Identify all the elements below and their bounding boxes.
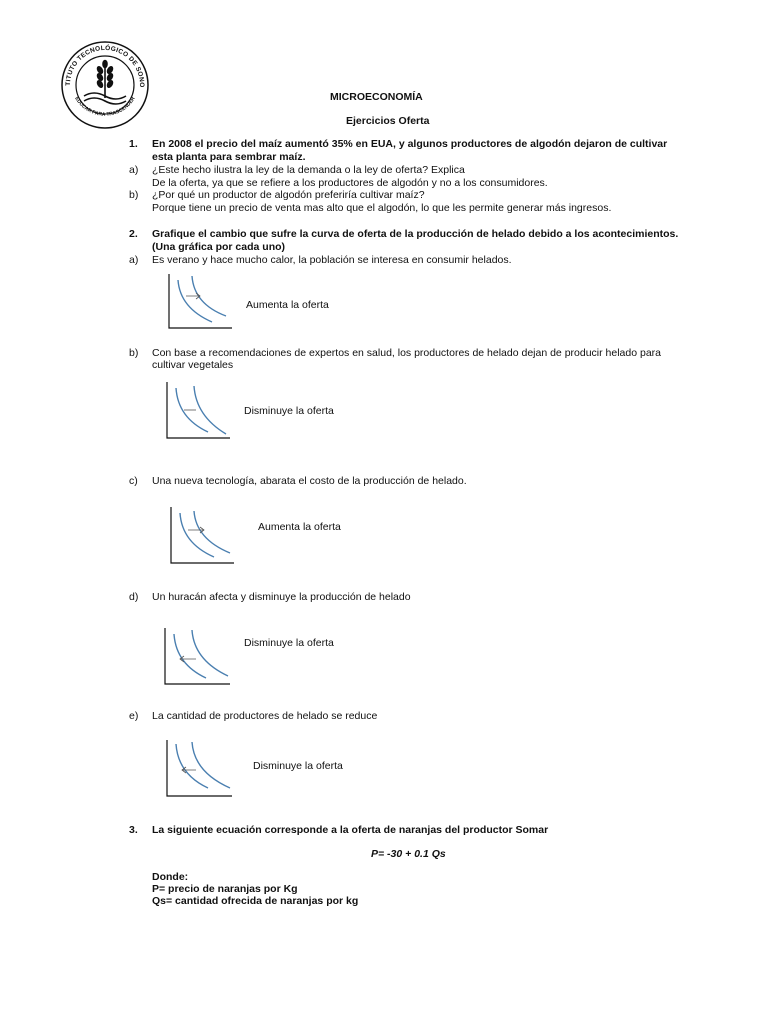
q2e-supply-graph <box>164 738 236 800</box>
institute-logo <box>57 35 150 130</box>
q2c-label: Aumenta la oferta <box>258 521 341 533</box>
q3-number: 3. <box>129 824 138 836</box>
q2e-label: Disminuye la oferta <box>253 760 343 772</box>
q2c-mark: c) <box>129 475 138 487</box>
q2c-text: Una nueva tecnología, abarata el costo de la producción de helado. <box>152 475 467 487</box>
q2c-supply-graph <box>168 505 238 567</box>
q2b-text-line1: Con base a recomendaciones de expertos en salud, los productores de helado dejan de producir helado para <box>152 347 662 359</box>
q1b-mark: b) <box>129 189 139 201</box>
q2a-label: Aumenta la oferta <box>246 299 329 311</box>
q3-where: Donde: <box>152 871 189 883</box>
q1a-question: ¿Este hecho ilustra la ley de la demanda o la ley de oferta? Explica <box>152 164 465 176</box>
q1a-mark: a) <box>129 164 139 176</box>
q3-equation: P= -30 + 0.1 Qs <box>371 848 446 860</box>
q2-text-line1: Grafique el cambio que sufre la curva de oferta de la producción de helado debido a los acontecimientos. <box>152 228 679 240</box>
q2b-mark: b) <box>129 347 139 359</box>
q2a-text: Es verano y hace mucho calor, la población se interesa en consumir helados. <box>152 254 512 266</box>
q2b-text-line2: cultivar vegetales <box>152 359 234 371</box>
q2e-mark: e) <box>129 710 139 722</box>
q2d-label: Disminuye la oferta <box>244 637 334 649</box>
q1-text-line1: En 2008 el precio del maíz aumentó 35% en EUA, y algunos productores de algodón dejaron de cultivar <box>152 138 668 150</box>
q2-number: 2. <box>129 228 138 240</box>
q3-text: La siguiente ecuación corresponde a la oferta de naranjas del productor Somar <box>152 824 549 836</box>
q1b-answer: Porque tiene un precio de venta mas alto que el algodón, lo que les permite generar más ingresos. <box>152 202 612 214</box>
q2b-label: Disminuye la oferta <box>244 405 334 417</box>
q2-text-line2: (Una gráfica por cada uno) <box>152 241 286 253</box>
logo-text-top: INSTITUTO TECNOLÓGICO DE SONORA <box>57 35 146 88</box>
q2e-text: La cantidad de productores de helado se reduce <box>152 710 378 722</box>
q2a-mark: a) <box>129 254 139 266</box>
wheat-icon <box>84 61 126 105</box>
q1-number: 1. <box>129 138 138 150</box>
svg-text:EDUCAR PARA TRASCENDER <box>73 96 137 118</box>
page-title: MICROECONOMÍA <box>330 91 423 103</box>
q2d-mark: d) <box>129 591 139 603</box>
q3-def-price: P= precio de naranjas por Kg <box>152 883 298 895</box>
q1-text-line2: esta planta para sembrar maíz. <box>152 151 306 163</box>
q2d-supply-graph <box>162 626 234 688</box>
q2d-text: Un huracán afecta y disminuye la producción de helado <box>152 591 411 603</box>
q1a-answer: De la oferta, ya que se refiere a los productores de algodón y no a los consumidores. <box>152 177 548 189</box>
q2b-supply-graph <box>164 380 234 442</box>
logo-text-bottom: EDUCAR PARA TRASCENDER <box>73 95 137 118</box>
page-subtitle: Ejercicios Oferta <box>346 115 430 127</box>
q2a-supply-graph <box>166 272 236 332</box>
q3-def-quantity: Qs= cantidad ofrecida de naranjas por kg <box>152 895 359 907</box>
q1b-question: ¿Por qué un productor de algodón preferiría cultivar maíz? <box>152 189 425 201</box>
